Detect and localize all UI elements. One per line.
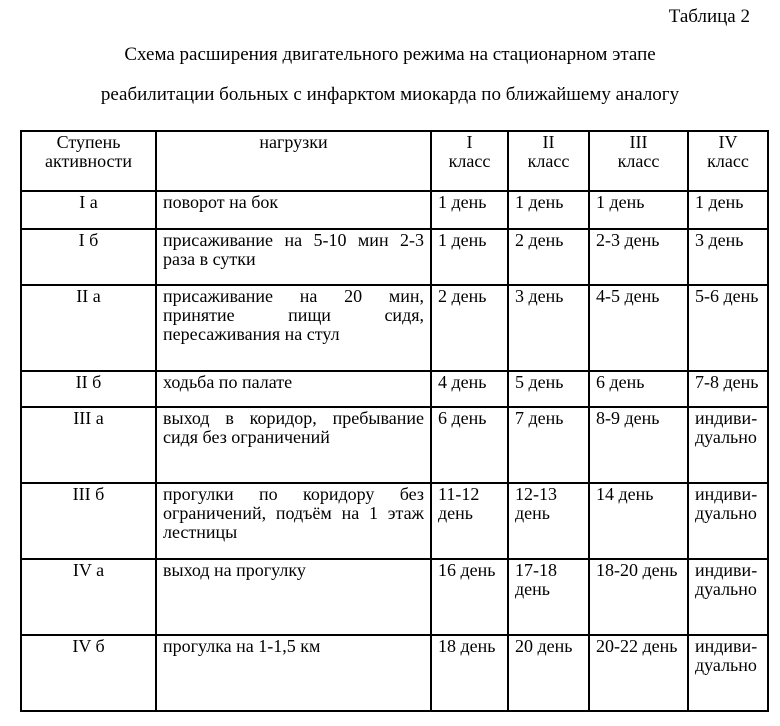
class-2-cell: 20 день: [508, 635, 589, 711]
header-class-4: [688, 131, 768, 191]
class-1-cell: 18 день: [431, 635, 508, 711]
load-cell: поворот на бок: [156, 191, 431, 229]
header-class-3: [589, 131, 688, 191]
class-4-cell: 7-8 день: [688, 371, 768, 407]
class-2-cell: 2 день: [508, 229, 589, 285]
header-class-2: [508, 131, 589, 191]
table-title-line-1: Схема расширения двигательного режима на стационарном этапе: [124, 44, 656, 65]
class-4-cell: индиви- дуально: [688, 483, 768, 559]
class-2-cell: 7 день: [508, 407, 589, 483]
header-class-2-word: класс: [527, 151, 570, 171]
class-4-cell: 5-6 день: [688, 285, 768, 371]
stage-cell: III б: [21, 483, 156, 559]
header-class-2-num: II: [542, 132, 555, 152]
table-row: [21, 191, 768, 229]
stage-cell: IV а: [21, 559, 156, 635]
stage-cell: II б: [21, 371, 156, 407]
table-row: [21, 559, 768, 635]
table-row: [21, 635, 768, 711]
load-cell: прогулка на 1-1,5 км: [156, 635, 431, 711]
load-cell: присаживание на 20 мин, принятие пищи сидя, пересаживания на стул: [156, 285, 431, 371]
class-3-cell: 6 день: [589, 371, 688, 407]
load-cell: прогулки по коридору без ограничений, подъём на 1 этаж лестницы: [156, 483, 431, 559]
class-2-cell: 5 день: [508, 371, 589, 407]
header-class-1-num: I: [466, 132, 473, 152]
class-4-cell: индиви- дуально: [688, 635, 768, 711]
class-3-cell: 2-3 день: [589, 229, 688, 285]
class-3-cell: 8-9 день: [589, 407, 688, 483]
class-4-cell: индиви- дуально: [688, 407, 768, 483]
class-4-cell: индиви- дуально: [688, 559, 768, 635]
stage-cell: I б: [21, 229, 156, 285]
header-stage-line1: Ступень: [56, 132, 121, 152]
table-row: [21, 371, 768, 407]
class-4-cell: 1 день: [688, 191, 768, 229]
table-row: [21, 229, 768, 285]
class-3-cell: 4-5 день: [589, 285, 688, 371]
stage-cell: III а: [21, 407, 156, 483]
class-3-cell: 20-22 день: [589, 635, 688, 711]
load-cell: ходьба по палате: [156, 371, 431, 407]
header-class-3-word: класс: [617, 151, 660, 171]
header-class-4-num: IV: [718, 132, 738, 152]
stage-cell: II а: [21, 285, 156, 371]
table-row: [21, 285, 768, 371]
header-class-1: [431, 131, 508, 191]
class-1-cell: 11-12 день: [431, 483, 508, 559]
class-3-cell: 1 день: [589, 191, 688, 229]
class-1-cell: 1 день: [431, 191, 508, 229]
header-stage-line2: активности: [44, 151, 133, 171]
header-class-4-word: класс: [707, 151, 749, 171]
class-1-cell: 6 день: [431, 407, 508, 483]
table-header-row: [21, 131, 768, 191]
load-cell: выход в коридор, пребывание сидя без ограничений: [156, 407, 431, 483]
class-4-cell: 3 день: [688, 229, 768, 285]
class-3-cell: 18-20 день: [589, 559, 688, 635]
header-load-text: нагрузки: [259, 132, 328, 152]
table-row: [21, 483, 768, 559]
activity-regimen-table: [20, 130, 769, 712]
stage-cell: I а: [21, 191, 156, 229]
class-3-cell: 14 день: [589, 483, 688, 559]
header-class-1-word: класс: [448, 151, 491, 171]
class-2-cell: 12-13 день: [508, 483, 589, 559]
class-2-cell: 1 день: [508, 191, 589, 229]
table-number-label: Таблица 2: [668, 6, 750, 27]
header-load: [156, 131, 431, 191]
table-title-line-2: реабилитации больных с инфарктом миокарда по ближайшему аналогу: [100, 84, 680, 105]
class-1-cell: 4 день: [431, 371, 508, 407]
stage-cell: IV б: [21, 635, 156, 711]
header-stage: [21, 131, 156, 191]
class-2-cell: 17-18 день: [508, 559, 589, 635]
load-cell: выход на прогулку: [156, 559, 431, 635]
class-1-cell: 16 день: [431, 559, 508, 635]
load-cell: присаживание на 5-10 мин 2-3 раза в сутки: [156, 229, 431, 285]
table-row: [21, 407, 768, 483]
class-2-cell: 3 день: [508, 285, 589, 371]
class-1-cell: 1 день: [431, 229, 508, 285]
class-1-cell: 2 день: [431, 285, 508, 371]
header-class-3-num: III: [629, 132, 648, 152]
